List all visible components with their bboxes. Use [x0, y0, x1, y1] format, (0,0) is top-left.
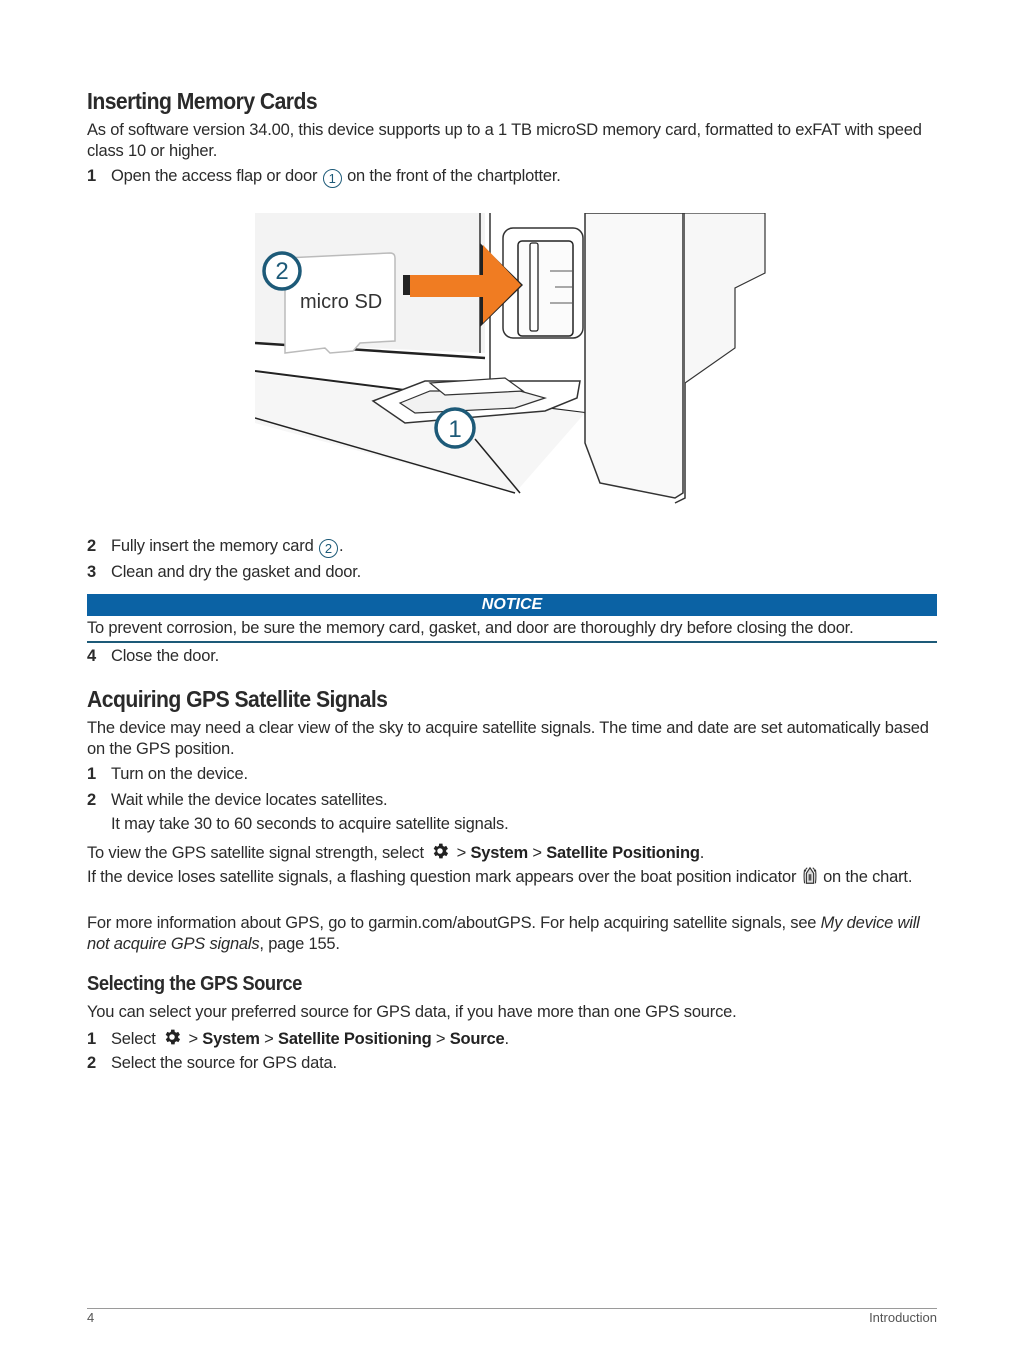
more-info-paragraph [87, 913, 937, 954]
step-3 [87, 562, 361, 582]
svg-text:1: 1 [448, 416, 462, 443]
intro-paragraph: You can select your preferred source for GPS data, if you have more than one GPS source. [87, 1003, 737, 1021]
separator: > [452, 844, 471, 862]
step-number: 4 [87, 647, 96, 665]
lose-signal-paragraph [87, 866, 937, 888]
gear-icon [430, 841, 450, 861]
step-text: Open the access flap or door [111, 167, 318, 185]
step-text-end: on the front of the chartplotter. [347, 167, 561, 185]
gear-icon [162, 1027, 182, 1047]
notice-divider [87, 641, 937, 643]
step-text: Close the door. [111, 647, 219, 665]
boat-position-icon [802, 866, 818, 886]
step-note: It may take 30 to 60 seconds to acquire satellite signals. [111, 815, 509, 833]
cross-reference-link[interactable]: My device will not acquire GPS signals [87, 914, 920, 953]
memory-card-insertion-illustration [255, 213, 770, 508]
step-1 [87, 764, 248, 784]
text-end: , page 155. [259, 934, 340, 953]
menu-source: Source [449, 1030, 505, 1048]
separator: > [259, 1030, 279, 1048]
notice-banner: NOTICE [87, 594, 937, 616]
heading-acquiring-gps: Acquiring GPS Satellite Signals [87, 686, 388, 712]
step-2 [87, 536, 343, 558]
heading-inserting-memory-cards: Inserting Memory Cards [87, 88, 318, 114]
step-1 [87, 1027, 509, 1049]
step-text: Clean and dry the gasket and door. [111, 563, 362, 581]
step-text: Turn on the device. [111, 765, 248, 783]
separator: > [431, 1030, 450, 1048]
section-name: Introduction [869, 1310, 937, 1325]
separator: > [184, 1030, 203, 1048]
micro-sd-label: micro SD [300, 291, 383, 313]
period: . [699, 844, 705, 862]
heading-selecting-gps-source: Selecting the GPS Source [87, 973, 302, 995]
intro-paragraph: The device may need a clear view of the sky to acquire satellite signals. The time and date are set automatically based on the GPS position. [87, 719, 929, 758]
callout-2-icon: 2 [319, 539, 338, 558]
svg-text:2: 2 [275, 258, 289, 285]
step-number: 3 [87, 563, 96, 581]
step-number: 1 [87, 765, 96, 783]
step-number: 2 [87, 1054, 96, 1072]
menu-system: System [470, 844, 528, 862]
step-number: 1 [87, 1030, 96, 1048]
step-number: 2 [87, 791, 96, 809]
menu-satellite-positioning: Satellite Positioning [278, 1030, 432, 1048]
step-text: Fully insert the memory card [111, 537, 314, 555]
step-1 [87, 166, 561, 188]
menu-satellite-positioning: Satellite Positioning [546, 844, 700, 862]
footer-divider [87, 1308, 937, 1309]
menu-system: System [202, 1030, 260, 1048]
step-text-end: . [338, 537, 344, 555]
text: To view the GPS satellite signal strength, select [87, 844, 424, 862]
text: Select [111, 1030, 156, 1048]
page-number: 4 [87, 1310, 95, 1325]
step-2 [87, 790, 387, 810]
text: If the device loses satellite signals, a flashing question mark appears over the boat position indicator [87, 868, 797, 886]
intro-paragraph: As of software version 34.00, this device supports up to a 1 TB microSD memory card, formatted to exFAT with speed class 10 or higher. [87, 121, 922, 160]
signal-strength-instruction [87, 841, 704, 863]
step-4 [87, 646, 219, 666]
step-text: Wait while the device locates satellites. [111, 791, 388, 809]
notice-text: To prevent corrosion, be sure the memory card, gasket, and door are thoroughly dry before closing the door. [87, 619, 854, 637]
period: . [504, 1030, 509, 1048]
step-2 [87, 1053, 337, 1073]
callout-1-icon: 1 [323, 169, 342, 188]
step-text: Select the source for GPS data. [111, 1054, 337, 1072]
step-number: 2 [87, 537, 96, 555]
separator: > [528, 844, 547, 862]
text-end: on the chart. [823, 868, 913, 886]
step-number: 1 [87, 167, 96, 185]
text: For more information about GPS, go to garmin.com/aboutGPS. For help acquiring satellite signals, see [87, 914, 821, 932]
